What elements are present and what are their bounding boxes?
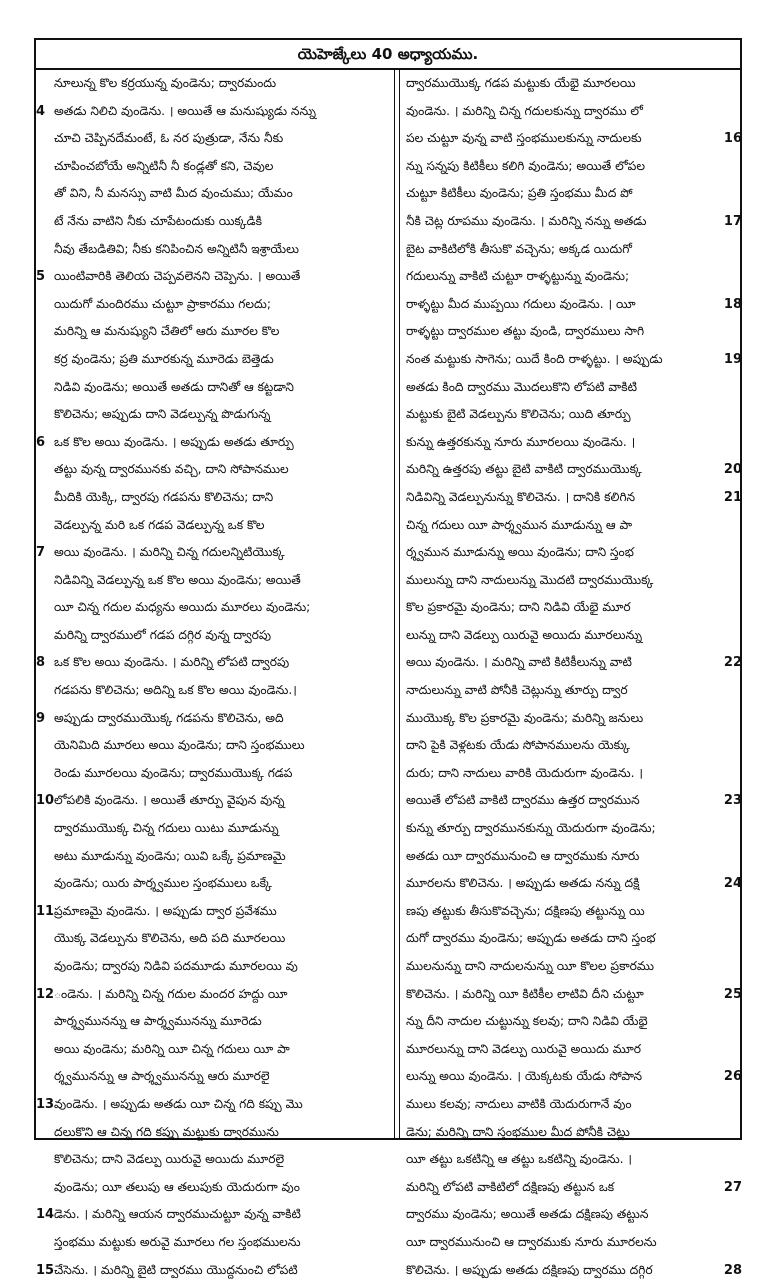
verse-number: 20 (723, 462, 742, 478)
text-line (400, 760, 742, 788)
text-line (400, 98, 742, 126)
verse-text: నిడివిన్ని వెడల్పునున్ను కొలిచెను. । దానికి కలిగిన (406, 489, 636, 504)
text-line (36, 1229, 394, 1257)
text-line (400, 981, 742, 1009)
verse-text: లోపలికి వుండెను. । అయితే తూర్పు వైపున వున్న (54, 793, 285, 808)
verse-text: వుండెను; యీ తలుపు ఆ తలుపుకు యెదురుగా వుం (54, 1179, 300, 1194)
text-line (36, 870, 394, 898)
verse-text: మరిన్ని ఉత్తరపు తట్టు బైటి వాకిటి ద్వారముయొక్క (406, 462, 642, 477)
verse-text: గదులున్ను వాకిటి చుట్టూ రాళ్ళట్టున్ను వుండెను; (406, 269, 630, 284)
left-column (36, 70, 394, 1278)
text-line (36, 236, 394, 264)
text-line (36, 291, 394, 319)
text-line (36, 180, 394, 208)
text-line (400, 374, 742, 402)
text-line (400, 594, 742, 622)
text-line (36, 401, 394, 429)
verse-text: తో విని, నీ మనస్సు వాటి మీద వుంచుము; యేమం (54, 186, 293, 201)
text-line (400, 70, 742, 98)
verse-number: 14 (36, 1207, 55, 1223)
verse-number: 13 (36, 1096, 55, 1112)
text-line (36, 981, 394, 1009)
verse-text: నాదులున్ను వాటి పోనీకి చెట్లున్ను తూర్పు ద్వార (406, 683, 628, 698)
text-line (400, 1008, 742, 1036)
verse-text: మూరలున్ను దాని వెడల్పు యిరువై అయిదు మూర (406, 1041, 642, 1056)
verse-text: ణపు తట్టుకు తీసుకొవచ్చెను; దక్షిణపు తట్టున్ను యి (406, 903, 645, 918)
verse-number: 21 (723, 489, 742, 505)
text-line (36, 953, 394, 981)
text-line (400, 1229, 742, 1257)
verse-text: నిడివిన్ని వెడల్పున్న ఒక కొల అయి వుండెను; అయితే (54, 572, 301, 587)
verse-text: ములనున్ను దాని నాదులనున్ను యీ కొలల ప్రకారము (406, 959, 654, 973)
text-line (400, 512, 742, 540)
verse-number: 5 (36, 269, 46, 285)
text-line (36, 567, 394, 595)
verse-text: రాళ్ళట్టు మీద ముప్పయి గదులు వుండెను. । యీ (406, 296, 636, 311)
verse-number: 23 (723, 793, 742, 809)
text-line (36, 649, 394, 677)
verse-text: వుండెను; యిరు పార్శ్వముల స్తంభములు ఒక్కే (54, 876, 272, 891)
text-line (400, 291, 742, 319)
verse-text: చుట్టూ కిటికీలు వుండెను; ప్రతి స్తంభము మీద పో (406, 186, 633, 201)
text-line (36, 1146, 394, 1174)
text-line (400, 1201, 742, 1229)
verse-text: అప్పుడు ద్వారముయొక్క గడపను కొలిచెను, అది (54, 710, 284, 725)
verse-number: 9 (36, 710, 46, 726)
verse-text: అతడు నిలిచి వుండెను. । అయితే ఆ మనుష్యుడు నన్ను (54, 103, 316, 118)
text-line (400, 1146, 742, 1174)
text-line (36, 1201, 394, 1229)
verse-text: వుండెను. । మరిన్ని చిన్న గదులకున్ను ద్వారము లో (406, 103, 643, 118)
text-line (400, 843, 742, 871)
text-line (400, 429, 742, 457)
text-line (400, 649, 742, 677)
text-line (400, 484, 742, 512)
text-line (36, 732, 394, 760)
text-line (400, 622, 742, 650)
verse-text: ములున్ను దాని నాదులున్ను మొదటి ద్వారముయొక్క (406, 572, 654, 587)
verse-number: 11 (36, 903, 55, 919)
verse-text: టే నేను వాటిని నీకు చూపేటందుకు యిక్కడికి (54, 213, 263, 228)
text-line (36, 429, 394, 457)
verse-text: కొలిచెను. । మరిన్ని యీ కిటికీల లాటివి దీని చుట్టూ (406, 986, 644, 1001)
verse-text: కొలిచెను. । అప్పుడు అతడు దక్షిణపు ద్వారము దగ్గిర (406, 1262, 653, 1277)
text-line (36, 456, 394, 484)
text-line (36, 1174, 394, 1202)
verse-text: లున్ను దాని వెడల్పు యిరువై అయిదు మూరలున్ను (406, 627, 643, 642)
verse-text: చేసెను. । మరిన్ని బైటి ద్వారము యొద్దనుంచి లోపటి (54, 1262, 298, 1277)
verse-number: 25 (723, 986, 742, 1002)
text-line (36, 1036, 394, 1064)
text-line (36, 484, 394, 512)
verse-text: మరిన్ని లోపటి వాకిటిలో దక్షిణపు తట్టున ఒక (406, 1179, 615, 1194)
verse-text: న్ను సన్నపు కిటికీలు కలిగి వుండెను; అయితే లోపల (406, 158, 645, 173)
text-line (400, 815, 742, 843)
text-line (400, 318, 742, 346)
verse-text: నిడివి వుండెను; అయితే అతడు దానితో ఆ కట్టడాని (54, 379, 294, 394)
verse-text: తట్టు వున్న ద్వారమునకు వచ్చి, దాని సోపానముల (54, 462, 289, 477)
verse-number: 24 (723, 876, 742, 892)
text-line (400, 456, 742, 484)
text-line (400, 787, 742, 815)
verse-text: యీ చిన్న గదుల మధ్యను అయిదు మూరలు వుండెను; (54, 600, 311, 615)
text-line (400, 1119, 742, 1147)
right-column (400, 70, 742, 1278)
text-line (36, 1063, 394, 1091)
verse-text: మీదికి యెక్కి, ద్వారపు గడపను కొలిచెను; దాని (54, 489, 274, 504)
verse-text: ఒక కొల అయి వుండెను. । మరిన్ని లోపటి ద్వారపు (54, 655, 290, 670)
text-line (400, 1257, 742, 1284)
text-line (400, 705, 742, 733)
verse-text: అయి వుండెను. । మరిన్ని వాటి కిటికీలున్ను వాటి (406, 655, 632, 670)
verse-text: వుండెను; ద్వారపు నిడివి పదమూడు మూరలయి వు (54, 959, 298, 973)
verse-text: దాని పైకి వెళ్లటకు యేడు సోపానములను యెక్కు (406, 738, 630, 753)
verse-text: నీకి చెట్ల రూపము వుండెను. । మరిన్ని నన్ను అతడు (406, 213, 647, 228)
text-line (36, 677, 394, 705)
verse-text: ఒక కొల అయి వుండెను. । అప్పుడు అతడు తూర్పు (54, 434, 294, 449)
text-line (36, 705, 394, 733)
page-title: యెహెజ్కేలు 40 అధ్యాయము. (36, 40, 740, 70)
verse-text: ముయొక్క కొల ప్రకారమై వుండెను; మరిన్ని జనులు (406, 710, 644, 725)
text-line (36, 787, 394, 815)
verse-number: 8 (36, 655, 46, 671)
verse-text: ద్వారముయొక్క చిన్న గదులు యిటు మూడున్ను (54, 821, 279, 836)
verse-text: అతడు యీ ద్వారమునుంచి ఆ ద్వారముకు నూరు (406, 848, 640, 863)
verse-text: కొలిచెను; అప్పుడు దాని వెడల్పున్న పొడుగున్న (54, 407, 271, 422)
verse-text: యీ ద్వారమునుంచి ఆ ద్వారముకు నూరు మూరలను (406, 1234, 657, 1249)
verse-text: కొలిచెను; దాని వెడల్పు యిరువై అయిదు మూరలై (54, 1152, 285, 1167)
verse-text: ములు కలవు; నాదులు వాటికి యెదురుగానే వుం (406, 1096, 632, 1111)
verse-text: దలుకొని ఆ చిన్న గది కప్పు మట్టుకు ద్వారమును (54, 1124, 279, 1139)
text-line (36, 539, 394, 567)
text-line (36, 760, 394, 788)
text-line (400, 1174, 742, 1202)
text-line (400, 925, 742, 953)
verse-text: లున్ను అయి వుండెను. । యెక్కటకు యేడు సోపాన (406, 1069, 643, 1084)
verse-text: చిన్న గదులు యీ పార్శ్వమున మూడున్ను ఆ పా (406, 517, 633, 532)
verse-text: ద్వారము వుండెను; అయితే అతడు దక్షిణపు తట్టున (406, 1207, 649, 1222)
verse-text: చూపించబోయే అన్నిటినీ నీ కండ్లతో కని, చెవుల (54, 158, 274, 173)
text-line (400, 263, 742, 291)
verse-text: బైట వాకిటిలోకి తీసుకొ వచ్చెను; అక్కడ యిదుగో (406, 241, 632, 256)
verse-text: దురు; దాని నాదులు వారికి యెదురుగా వుండెను. । (406, 765, 643, 780)
text-line (400, 236, 742, 264)
verse-text: కర్ర వుండెను; ప్రతి మూరకున్న మూరెడు బెత్తెడు (54, 351, 274, 366)
text-line (36, 70, 394, 98)
text-line (36, 898, 394, 926)
verse-text: డెను. । మరిన్ని ఆయన ద్వారముచుట్టూ వున్న వాకిటి (54, 1207, 301, 1222)
verse-number: 10 (36, 793, 55, 809)
text-line (36, 208, 394, 236)
verse-text: కున్ను ఉత్తరకున్ను నూరు మూరలయి వుండెను. । (406, 434, 636, 449)
verse-text: నంత మట్టుకు సాగెను; యిదే కింది రాళ్ళట్టు. । అప్పుడు (406, 351, 663, 366)
text-line (36, 1257, 394, 1284)
text-line (36, 125, 394, 153)
verse-text: మరిన్ని ద్వారములో గడప దగ్గిర వున్న ద్వారపు (54, 627, 272, 642)
verse-text: మట్టుకు బైటి వెడల్పును కొలిచెను; యిది తూర్పు (406, 407, 631, 422)
verse-text: ండెను. । మరిన్ని చిన్న గదుల మందర హద్దు యీ (54, 986, 288, 1001)
text-line (36, 374, 394, 402)
text-line (400, 732, 742, 760)
text-line (400, 898, 742, 926)
verse-text: వుండెను. । అప్పుడు అతడు యీ చిన్న గది కప్పు మొ (54, 1096, 303, 1111)
verse-text: ర్శ్వమున మూడున్ను అయి వుండెను; దాని స్తంభ (406, 545, 634, 560)
text-line (36, 346, 394, 374)
verse-text: మరిన్ని ఆ మనుష్యుని చేతిలో ఆరు మూరల కొల (54, 324, 280, 339)
verse-text: నీవు తేబడితివి; నీకు కనిపించిన అన్నిటినీ ఇశ్రాయేలు (54, 241, 299, 256)
verse-text: నూలున్న కొల కర్రయున్న వుండెను; ద్వారమందు (54, 76, 277, 90)
verse-text: అయి వుండెను. । మరిన్ని చిన్న గదులన్నిటియొక్క (54, 545, 285, 560)
text-line (36, 622, 394, 650)
text-line (400, 539, 742, 567)
verse-number: 6 (36, 434, 46, 450)
text-line (400, 567, 742, 595)
verse-text: యింటివారికి తెలియ చెప్పవలెనని చెప్పెను. । అయితే (54, 269, 301, 284)
text-line (36, 512, 394, 540)
verse-text: ద్వారముయొక్క గడప మట్టుకు యేభై మూరలయి (406, 76, 636, 90)
text-line (36, 1119, 394, 1147)
verse-number: 19 (723, 351, 742, 367)
verse-text: యీ తట్టు ఒకటిన్ని ఆ తట్టు ఒకటిన్ని వుండెను. । (406, 1152, 633, 1167)
text-line (400, 401, 742, 429)
text-line (36, 1091, 394, 1119)
verse-number: 16 (723, 131, 742, 147)
text-line (36, 318, 394, 346)
verse-number: 28 (723, 1262, 742, 1278)
verse-number: 4 (36, 103, 46, 119)
text-line (400, 180, 742, 208)
verse-text: యెనిమిది మూరలు అయి వుండెను; దాని స్తంభములు (54, 738, 305, 753)
verse-text: రాళ్ళట్టు ద్వారముల తట్టు వుండి, ద్వారములు సాగి (406, 324, 645, 339)
verse-text: న్ను దీని నాదుల చుట్టున్ను కలవు; దాని నిడివి యేభై (406, 1014, 648, 1029)
text-line (36, 153, 394, 181)
text-line (36, 925, 394, 953)
verse-text: చూచి చెప్పినదేమంటే, ఓ నర పుత్రుడా, నేను నీకు (54, 131, 284, 146)
verse-text: అతడు కింది ద్వారము మొదలుకొని లోపటి వాకిటి (406, 379, 638, 394)
text-line (36, 815, 394, 843)
verse-number: 18 (723, 296, 742, 312)
text-line (400, 870, 742, 898)
text-line (36, 263, 394, 291)
verse-text: ప్రమాణమై వుండెను. । అప్పుడు ద్వార ప్రవేశము (54, 903, 277, 918)
verse-text: అయి వుండెను; మరిన్ని యీ చిన్న గదులు యీ పా (54, 1041, 290, 1056)
verse-text: పార్శ్వమునన్ను ఆ పార్శ్వమునన్ను మూరెడు (54, 1014, 262, 1029)
text-line (400, 153, 742, 181)
verse-text: యొక్క వెడల్పును కొలిచెను, అది పది మూరలయి (54, 931, 286, 946)
verse-number: 22 (723, 655, 742, 671)
verse-text: వెడల్పున్న మరి ఒక గడప వెడల్పున్న ఒక కొల (54, 517, 265, 532)
text-line (400, 125, 742, 153)
verse-number: 15 (36, 1262, 55, 1278)
verse-text: పల చుట్టూ వున్న వాటి స్తంభములకున్ను నాదులకు (406, 131, 642, 146)
text-line (400, 1063, 742, 1091)
text-line (400, 677, 742, 705)
verse-text: కొల ప్రకారమై వుండెను; దాని నిడివి యేభై మూర (406, 600, 631, 615)
verse-number: 12 (36, 986, 55, 1002)
verse-text: స్తంభము మట్టుకు అరువై మూరలు గల స్తంభములను (54, 1234, 301, 1249)
verse-text: గడపను కొలిచెను; అదిన్ని ఒక కొల అయి వుండెను.। (54, 683, 297, 698)
text-line (400, 953, 742, 981)
verse-text: అటు మూడున్ను వుండెను; యివి ఒక్కే ప్రమాణమై (54, 848, 286, 863)
verse-text: యిదుగో మందిరము చుట్టూ ప్రాకారము గలదు; (54, 296, 271, 311)
text-line (36, 1008, 394, 1036)
verse-text: దుగో ద్వారము వుండెను; అప్పుడు అతడు దాని స్తంభ (406, 931, 656, 946)
verse-number: 17 (723, 213, 742, 229)
verse-text: రెండు మూరలయి వుండెను; ద్వారముయొక్క గడప (54, 765, 293, 780)
text-line (400, 208, 742, 236)
text-line (36, 98, 394, 126)
text-line (400, 1036, 742, 1064)
verse-number: 27 (723, 1179, 742, 1195)
verse-text: అయితే లోపటి వాకిటి ద్వారము ఉత్తర ద్వారమున (406, 793, 640, 808)
verse-text: కున్ను తూర్పు ద్వారమునకున్ను యెదురుగా వుండెను; (406, 821, 656, 836)
verse-text: ర్శ్వమునన్ను ఆ పార్శ్వమునన్ను ఆరు మూరలై (54, 1069, 270, 1084)
page-frame (34, 38, 742, 1278)
verse-number: 26 (723, 1069, 742, 1085)
text-line (36, 843, 394, 871)
text-line (36, 594, 394, 622)
text-line (400, 1091, 742, 1119)
verse-number: 7 (36, 545, 46, 561)
text-line (400, 346, 742, 374)
verse-text: మూరలను కొలిచెను. । అప్పుడు అతడు నన్ను దక్షి (406, 876, 640, 891)
verse-text: డెను; మరిన్ని దాని స్తంభముల మీద పోనీకి చెట్లు (406, 1124, 630, 1139)
